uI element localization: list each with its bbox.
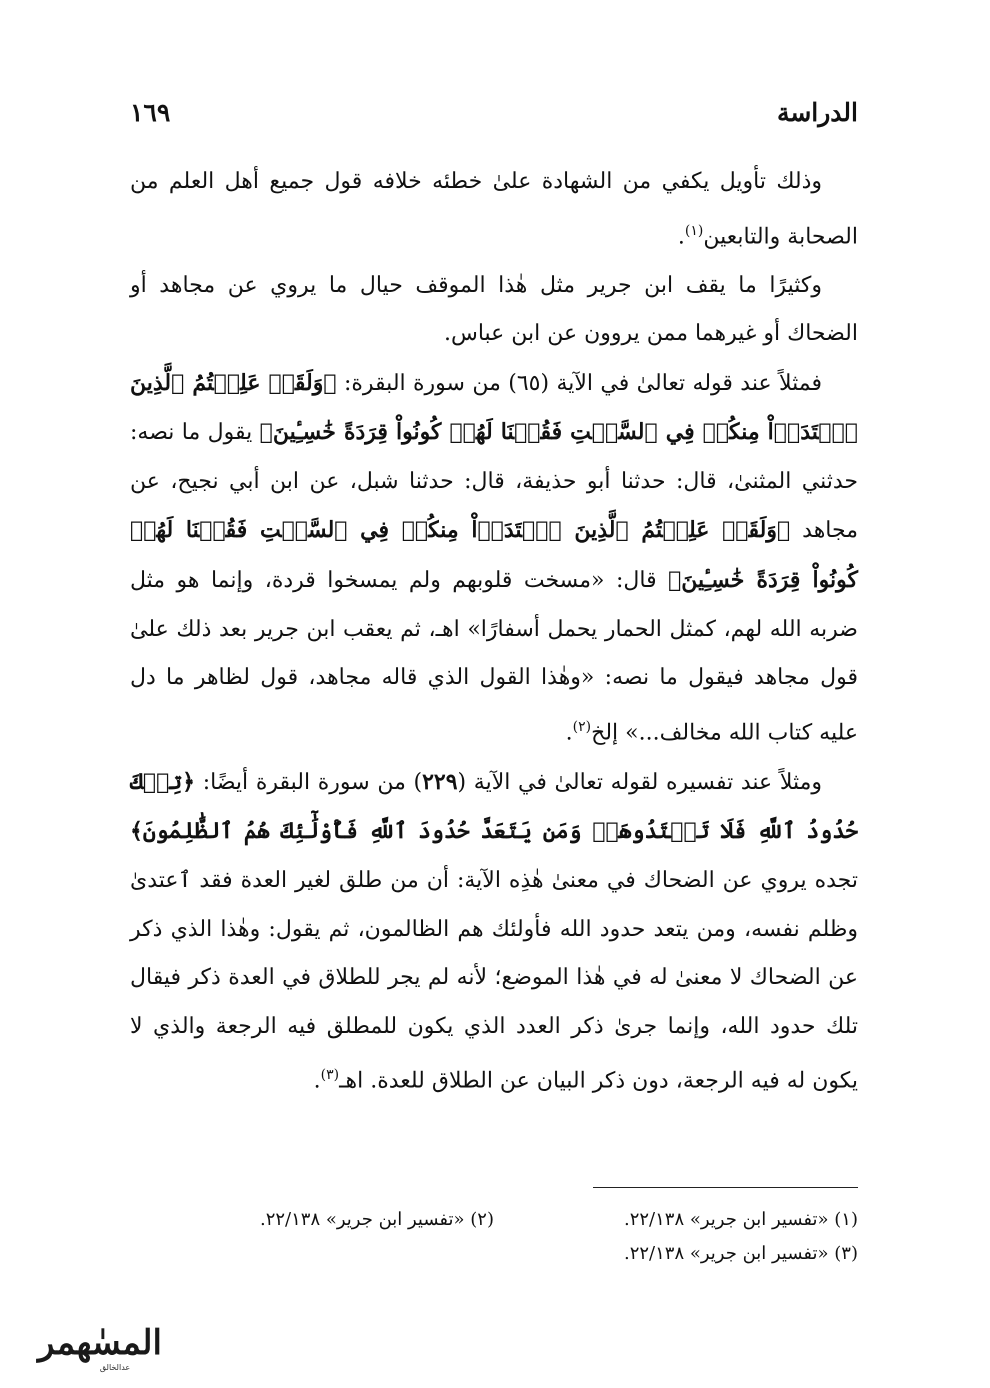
text-run: وكثيرًا ما يقف ابن جرير مثل هٰذا الموقف حيال ما يروي عن مجاهد أو الضحاك أو غيرهما ممن يروون عن ابن عباس. xyxy=(130,272,858,347)
text-run: . xyxy=(565,720,573,746)
running-title: الدراسة xyxy=(776,97,858,127)
paragraph xyxy=(130,758,858,1106)
text-run: ومثلاً عند تفسيره لقوله تعالىٰ في الآية ( xyxy=(457,769,822,795)
text-run: وذلك تأويل يكفي من الشهادة علىٰ خطئه خلافه قول جميع أهل العلم من الصحابة والتابعين xyxy=(130,169,858,249)
footnotes xyxy=(130,1203,858,1271)
text-run: ٢٢٩ xyxy=(422,768,458,795)
text-run: قال: «مسخت قلوبهم ولم يمسخوا قردة، وإنما هو مثل ضربه الله لهم، كمثل الحمار يحمل أسفارًا» اهـ، ثم يعقب ابن جرير بعد ذلك علىٰ قول مجاهد فيقول ما نصه: «وهٰذا القول الذي قاله مجاهد، قول لظاهر ما دل عليه كتاب الله مخالف...» إلخ xyxy=(130,568,858,746)
footnote-2: (٢) «تفسير ابن جرير» ٢٢/١٣٨. xyxy=(259,1209,494,1230)
footnote-1: (١) «تفسير ابن جرير» ٢٢/١٣٨. xyxy=(623,1209,858,1230)
paragraph xyxy=(130,262,858,359)
text-run: يقول ما نصه: حدثني المثنىٰ، قال: حدثنا أبو حذيفة، قال: حدثنا شبل، عن ابن أبي نجيح، عن مجاهد xyxy=(130,420,858,544)
text-run: . xyxy=(313,1068,321,1094)
quran-verse: ﴿تِلۡكَ حُدُودُ ٱللَّهِ فَلَا تَعۡتَدُوهَاۚ وَمَن يَتَعَدَّ حُدُودَ ٱللَّهِ فَأُوْلَٰٓئِكَ هُمُ ٱلظَّٰلِمُونَ﴾ xyxy=(130,768,858,845)
body-text xyxy=(130,158,858,1106)
footnote-row xyxy=(130,1237,858,1271)
page-header xyxy=(130,92,858,132)
paragraph xyxy=(130,359,858,758)
text-run: تجده يروي عن الضحاك في معنىٰ هٰذِه الآية: أن من طلق لغير العدة فقد ٱعتدىٰ وظلم نفسه، ومن يتعد حدود الله فأولئك هم الظالمون، ثم يقول: وهٰذا الذي ذكر عن الضحاك لا معنىٰ له في هٰذا الموضع؛ لأنه لم يجر للطلاق في العدة ذكر فيقال تلك حدود الله، وإنما جرىٰ ذكر العدد الذي يكون للمطلق فيه الرجعة والذي لا يكون له فيه الرجعة، دون ذكر البيان عن الطلاق للعدة. اهـ xyxy=(130,867,858,1094)
quran-verse: ﴿وَلَقَدۡ عَلِمۡتُمُ ٱلَّذِينَ ٱعۡتَدَوۡاْ مِنكُمۡ فِي ٱلسَّبۡتِ فَقُلۡنَا لَهُمۡ كُونُواْ قِرَدَةً خَٰسِـِٔينَ﴾ xyxy=(130,369,858,446)
quran-verse: ﴿وَلَقَدۡ عَلِمۡتُمُ ٱلَّذِينَ ٱعۡتَدَوۡاْ مِنكُمۡ فِي ٱلسَّبۡتِ فَقُلۡنَا لَهُمۡ كُونُواْ قِرَدَةً خَٰسِـِٔينَ﴾ xyxy=(130,517,858,594)
logo-subtext: عدالخالق xyxy=(99,1363,131,1372)
footnote-marker: (١) xyxy=(684,222,704,239)
footnote-marker: (٣) xyxy=(320,1067,340,1084)
paragraph xyxy=(130,158,858,262)
footnote-separator xyxy=(593,1187,858,1188)
publisher-logo-icon xyxy=(20,1318,180,1378)
footnote-marker: (٢) xyxy=(572,718,592,735)
footnote-3: (٣) «تفسير ابن جرير» ٢٢/١٣٨. xyxy=(623,1243,858,1264)
text-run: . xyxy=(677,223,685,249)
text-run: ) من سورة البقرة أيضًا: xyxy=(195,769,423,795)
logo-text: المسٰهمر xyxy=(38,1323,162,1363)
footnote-row xyxy=(130,1203,858,1237)
text-run: فمثلاً عند قوله تعالىٰ في الآية (٦٥) من سورة البقرة: xyxy=(336,370,822,396)
page-number: ١٦٩ xyxy=(130,97,171,127)
